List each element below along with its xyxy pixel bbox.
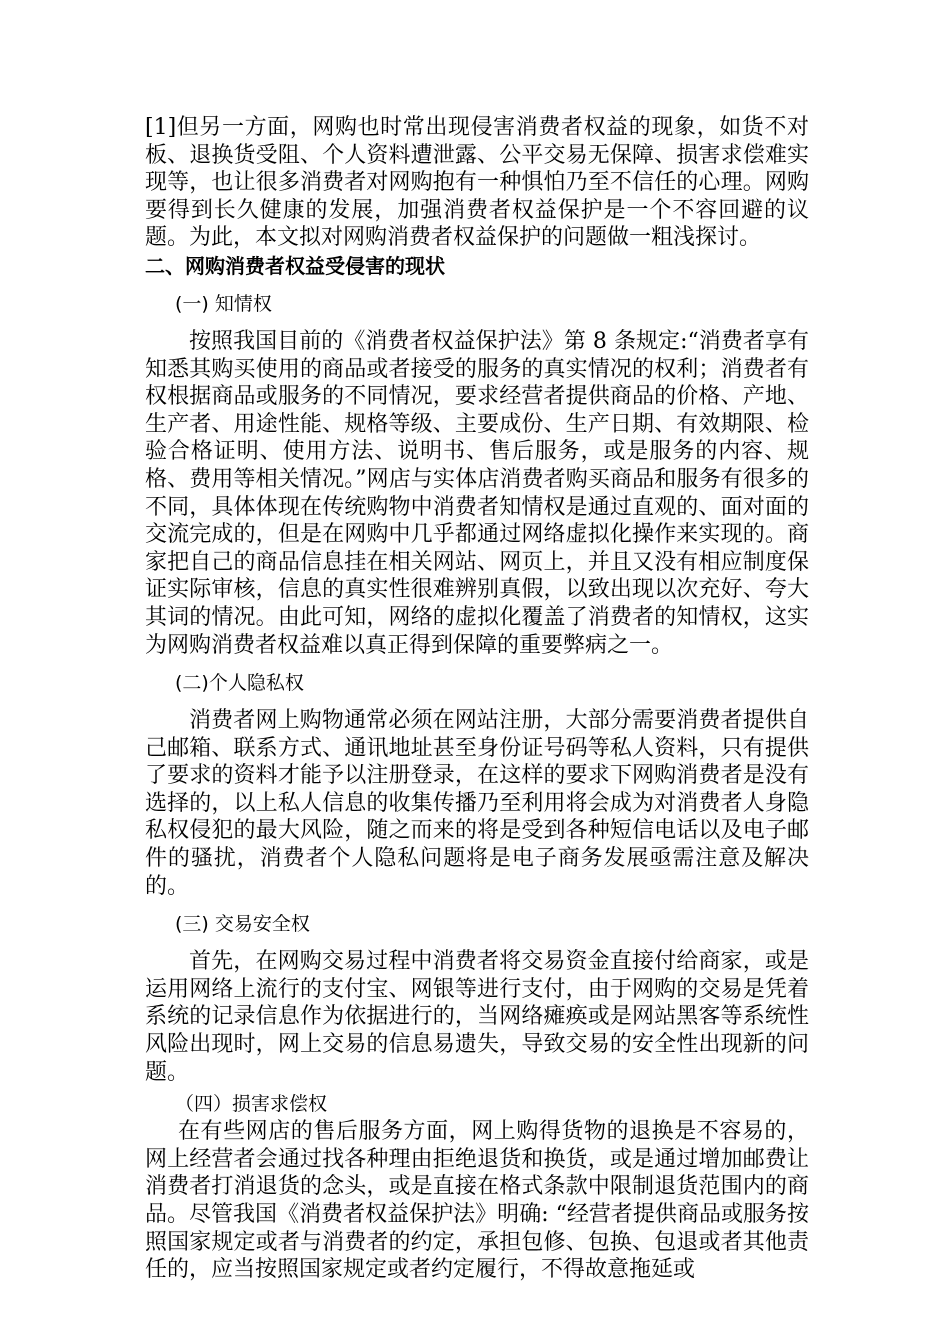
subsection-title-transaction-security: (三) 交易安全权 — [175, 913, 310, 936]
subsection-body-right-to-know: 按照我国目前的《消费者权益保护法》第 8 条规定:“消费者享有知悉其购买使用的商品或者接受的服务的真实情况的权利；消费者有权根据商品或服务的不同情况，要求经营者提供商品的价格、产地、生产者、用途性能、规格等级、主要成份、生产日期、有效期限、检验合格证明、使用方法、说明书、售后服务，或是服务的内容、规格、费用等相关情况。”网店与实体店消费者购买商品和服务有很多的不同，具体体现在传统购物中消费者知情权是通过直观的、面对面的交流完成的，但是在网购中几乎都通过网络虚拟化操作来实现的。商家把自己的商品信息挂在相关网站、网页上，并且又没有相应制度保证实际审核，信息的真实性很难辨别真假，以致出现以次充好、夸大其词的情况。由此可知，网络的虚拟化覆盖了消费者的知情权，这实为网购消费者权益难以真正得到保障的重要弊病之一。 — [145, 328, 809, 658]
subsection-body-compensation: 在有些网店的售后服务方面，网上购得货物的退换是不容易的，网上经营者会通过找各种理由拒绝退货和换货，或是通过增加邮费让消费者打消退货的念头，或是直接在格式条款中限制退货范围内的商品。尽管我国《消费者权益保护法》明确: “经营者提供商品或服务按照国家规定或者与消费者的约定，承担包修、包换、包退或者其他责任的，应当按照国家规定或者约定履行，不得故意拖延或 — [145, 1119, 809, 1283]
document-page — [145, 114, 809, 1284]
subsection-body-privacy: 消费者网上购物通常必须在网站注册，大部分需要消费者提供自己邮箱、联系方式、通讯地址甚至身份证号码等私人资料，只有提供了要求的资料才能予以注册登录，在这样的要求下网购消费者是没有选择的，以上私人信息的收集传播乃至利用将会成为对消费者人身隐私权侵犯的最大风险，随之而来的将是受到各种短信电话以及电子邮件的骚扰，消费者个人隐私问题将是电子商务发展亟需注意及解决的。 — [145, 708, 809, 899]
subsection-title-right-to-know: (一) 知情权 — [175, 292, 272, 315]
intro-paragraph: [1]但另一方面，网购也时常出现侵害消费者权益的现象，如货不对板、退换货受阻、个人资料遭泄露、公平交易无保障、损害求偿难实现等，也让很多消费者对网购抱有一种惧怕乃至不信任的心理。网购要得到长久健康的发展，加强消费者权益保护是一个不容回避的议题。为此，本文拟对网购消费者权益保护的问题做一粗浅探讨。 — [145, 115, 809, 251]
subsection-body-transaction-security: 首先，在网购交易过程中消费者将交易资金直接付给商家，或是运用网络上流行的支付宝、网银等进行支付，由于网购的交易是凭着系统的记录信息作为依据进行的，当网络瘫痪或是网站黑客等系统性风险出现时，网上交易的信息易遗失，导致交易的安全性出现新的问题。 — [145, 949, 809, 1085]
subsection-title-compensation: （四）损害求偿权 — [175, 1093, 328, 1116]
subsection-title-privacy: (二)个人隐私权 — [175, 672, 304, 695]
section-heading: 二、网购消费者权益受侵害的现状 — [145, 253, 445, 278]
